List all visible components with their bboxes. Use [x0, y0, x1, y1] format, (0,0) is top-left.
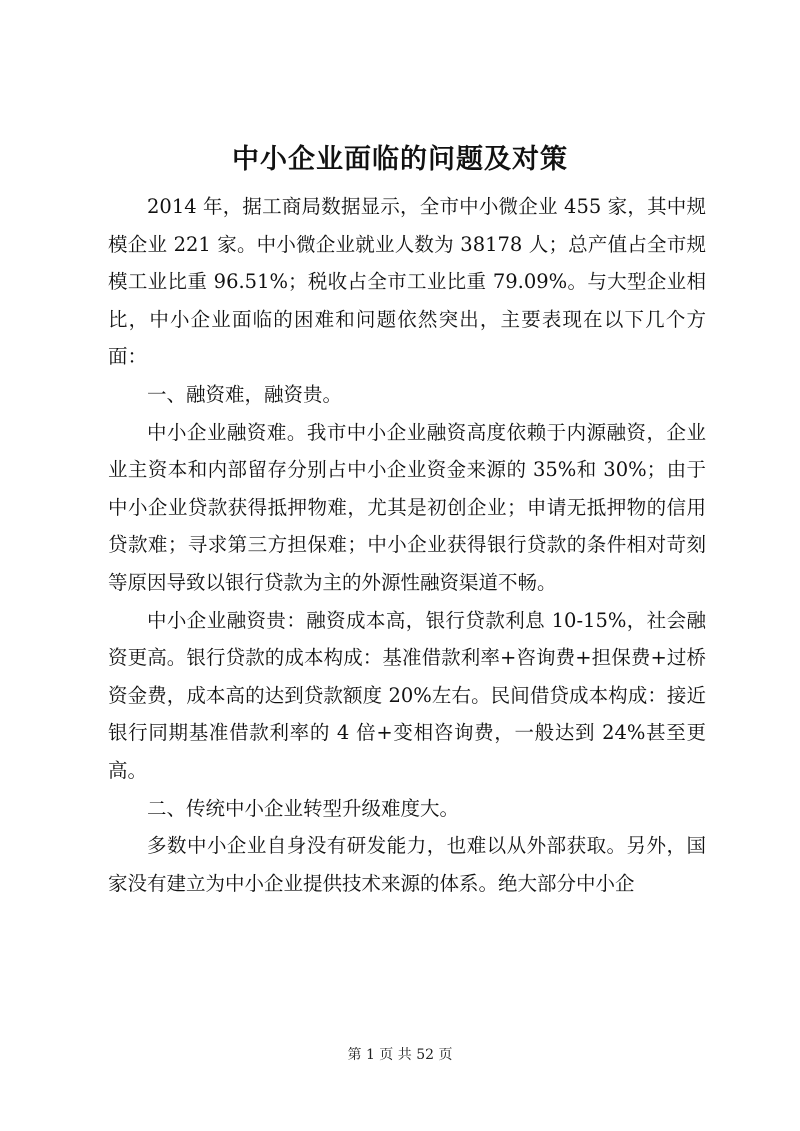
- section-heading-financing: 一、融资难，融资贵。: [147, 382, 343, 406]
- paragraph-financing-cost: 中小企业融资贵：融资成本高，银行贷款利息 10-15%，社会融资更高。银行贷款的成本构成：基准借款利率+咨询费+担保费+过桥资金费，成本高的达到贷款额度 20%左右。民间借贷成本构成：接近银行同期基准借款利率的 4 倍+变相咨询费，一般达到 24%甚至更高。: [108, 608, 706, 782]
- paragraph-transformation: 多数中小企业自身没有研发能力，也难以从外部获取。另外，国家没有建立为中小企业提供技术来源的体系。绝大部分中小企: [108, 834, 706, 895]
- paragraph-intro: 2014 年，据工商局数据显示，全市中小微企业 455 家，其中规模企业 221 家。中小微企业就业人数为 38178 人；总产值占全市规模工业比重 96.51%；税收占全市工业比重 79.09%。与大型企业相比，中小企业面临的困难和问题依然突出，主要表现在以下几个方面：: [108, 195, 706, 369]
- section-heading-transformation: 二、传统中小企业转型升级难度大。: [147, 796, 460, 820]
- document-body: [108, 188, 706, 902]
- page-number-footer: 第 1 页 共 52 页: [347, 1047, 453, 1063]
- paragraph-financing-difficulty: 中小企业融资难。我市中小企业融资高度依赖于内源融资，企业业主资本和内部留存分别占中小企业资金来源的 35%和 30%；由于中小企业贷款获得抵押物难，尤其是初创企业；申请无抵押物的信用贷款难；寻求第三方担保难；中小企业获得银行贷款的条件相对苛刻等原因导致以银行贷款为主的外源性融资渠道不畅。: [108, 420, 706, 594]
- document-title: 中小企业面临的问题及对策: [232, 144, 568, 175]
